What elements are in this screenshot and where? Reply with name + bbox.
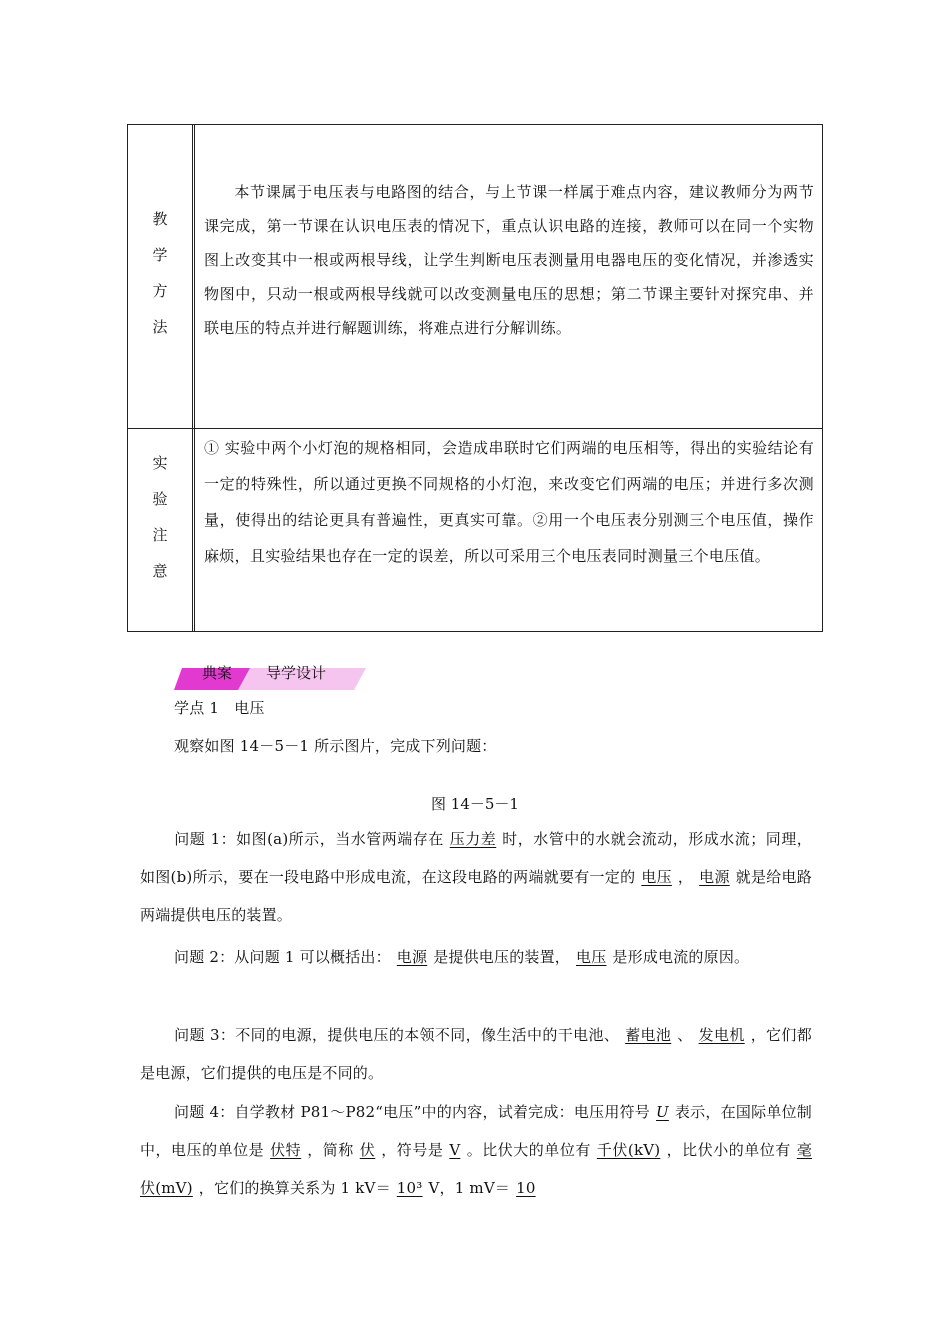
- question-3: 问题 3：不同的电源，提供电压的本领不同，像生活中的干电池、 蓄电池 、 发电机 ，它们都是电源，它们提供的电压是不同的。: [140, 1026, 812, 1082]
- banner-left-label: 典案: [202, 664, 233, 682]
- answer-blank: V: [449, 1141, 461, 1159]
- answer-blank: 电压: [576, 948, 607, 966]
- banner-right-label: 导学设计: [266, 664, 327, 682]
- table-divider: [194, 125, 195, 631]
- answer-blank: 压力差: [449, 830, 497, 848]
- answer-blank: 蓄电池: [625, 1026, 672, 1044]
- experiment-notes-text: ① 实验中两个小灯泡的规格相同，会造成串联时它们两端的电压相等，得出的实验结论有一定的特殊性，所以通过更换不同规格的小灯泡，来改变它们两端的电压；并进行多次测量，使得出的结论更具有普遍性，更真实可靠。②用一个电压表分别测三个电压值，操作麻烦，且实验结果也存在一定的误差，所以可采用三个电压表同时测量三个电压值。: [204, 439, 814, 565]
- info-table: [127, 124, 823, 632]
- question-4: 问题 4：自学教材 P81～P82“电压”中的内容，试着完成：电压用符号 U 表示，在国际单位制中，电压的单位是 伏特 ，简称 伏 ，符号是 V 。比伏大的单位有 千伏(kV) ，比伏小的单位有 毫伏(mV) ，它们的换算关系为 1 kV＝ 10³ V，1 mV＝ 10: [140, 1103, 813, 1197]
- section-intro: 观察如图 14－5－1 所示图片，完成下列问题：: [174, 737, 497, 755]
- answer-blank: 毫伏(mV): [140, 1141, 813, 1197]
- question-1: 问题 1：如图(a)所示，当水管两端存在 压力差 时，水管中的水就会流动，形成水流；同理，如图(b)所示，要在一段电路中形成电流，在这段电路的两端就要有一定的 电压 ， 电源 就是给电路两端提供电压的装置。: [140, 830, 812, 924]
- section-title: 学点 1 电压: [174, 699, 265, 717]
- teaching-method-text: 本节课属于电压表与电路图的结合，与上节课一样属于难点内容，建议教师分为两节课完成，第一节课在认识电压表的情况下，重点认识电路的连接，教师可以在同一个实物图上改变其中一根或两根导线，让学生判断电压表测量用电器电压的变化情况，并渗透实物图中，只动一根或两根导线就可以改变测量电压的思想；第二节课主要针对探究串、并联电压的特点并进行解题训练，将难点进行分解训练。: [204, 183, 814, 337]
- answer-blank: 伏: [359, 1141, 376, 1159]
- answer-blank: 10³: [396, 1179, 423, 1197]
- answer-blank: 千伏(kV): [596, 1141, 661, 1159]
- figure-caption: 图 14－5－1: [431, 795, 519, 813]
- section-banner: [174, 660, 366, 690]
- answer-blank: 电源: [396, 948, 428, 966]
- row-label-experiment-notes: 实 验 注 意: [152, 454, 168, 580]
- question-2: 问题 2：从问题 1 可以概括出： 电源 是提供电压的装置， 电压 是形成电流的原因。: [174, 948, 750, 966]
- answer-blank: 发电机: [698, 1026, 745, 1044]
- answer-blank: 伏特: [270, 1141, 302, 1159]
- answer-blank: 10: [516, 1179, 536, 1197]
- answer-blank: U: [656, 1103, 669, 1121]
- table-row-divider: [128, 428, 822, 429]
- table-divider: [192, 125, 193, 631]
- answer-blank: 电压: [641, 868, 672, 886]
- answer-blank: 电源: [699, 868, 730, 886]
- row-label-teaching-method: 教 学 方 法: [152, 210, 168, 336]
